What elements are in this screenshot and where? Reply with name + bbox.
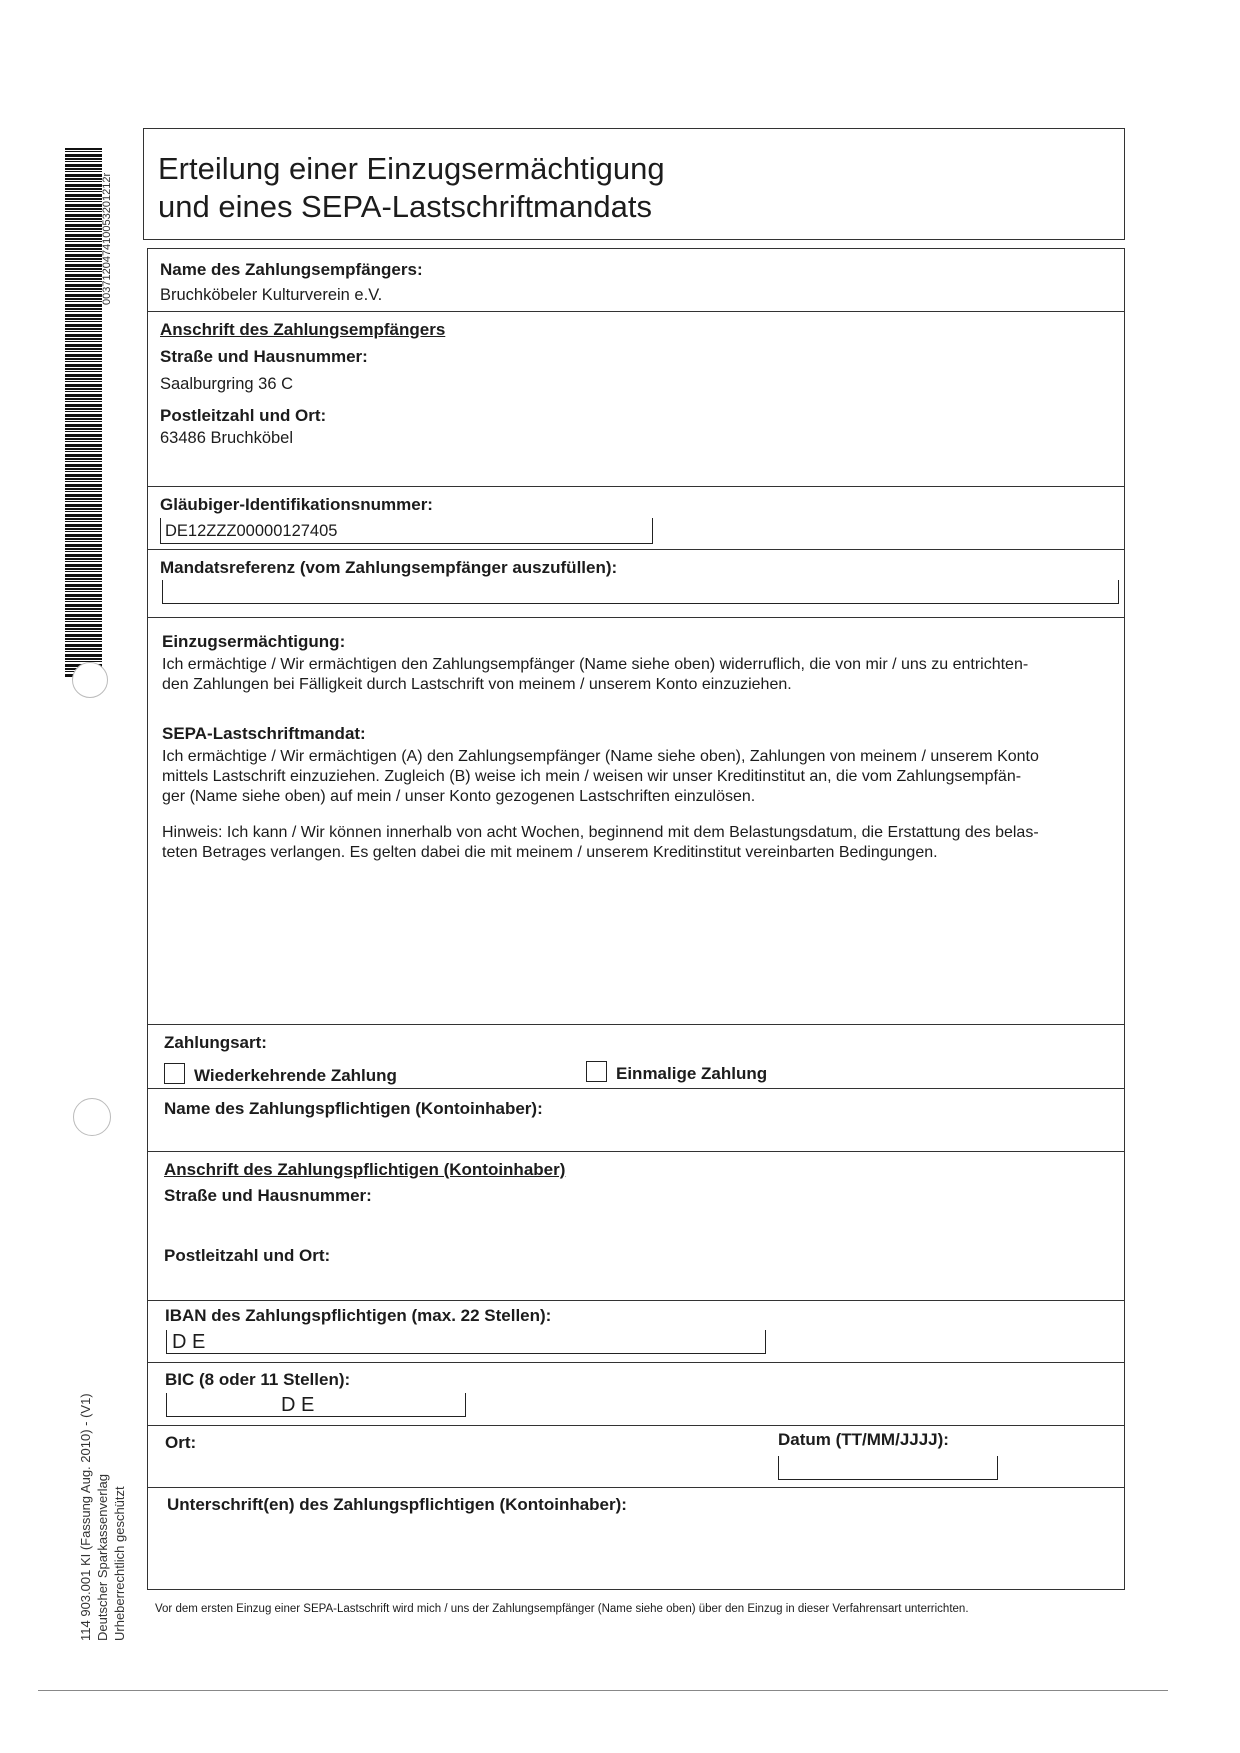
recurring-checkbox[interactable] [164, 1063, 185, 1084]
mandate-ref-field[interactable] [162, 580, 1119, 604]
payee-name-value: Bruchköbeler Kulturverein e.V. [160, 286, 383, 304]
punch-hole [72, 662, 108, 698]
divider [147, 486, 1125, 487]
divider [147, 1425, 1125, 1426]
signature-label: Unterschrift(en) des Zahlungspflichtigen (Kontoinhaber): [167, 1495, 627, 1514]
form-code: 114 903.001 KI (Fassung Aug. 2010) - (V1) [78, 1393, 93, 1641]
recurring-label: Wiederkehrende Zahlung [194, 1066, 397, 1085]
creditor-id-value: DE12ZZZ00000127405 [165, 522, 338, 540]
payee-city-label: Postleitzahl und Ort: [160, 406, 327, 425]
date-label: Datum (TT/MM/JJJJ): [778, 1430, 949, 1449]
payee-city-value: 63486 Bruchköbel [160, 429, 294, 447]
divider [147, 617, 1125, 618]
sepa-text-line3: ger (Name siehe oben) auf mein / unser Konto gezogenen Lastschriften einzulösen. [162, 788, 756, 805]
divider [147, 1300, 1125, 1301]
place-value[interactable] [165, 1458, 725, 1478]
divider [147, 1088, 1125, 1089]
form-title-line2: und eines SEPA-Lastschriftmandats [158, 189, 652, 224]
note-line1: Hinweis: Ich kann / Wir können innerhalb von acht Wochen, beginnend mit dem Belastungsdatum, die Erstattung des belas- [162, 824, 1039, 841]
bic-label: BIC (8 oder 11 Stellen): [165, 1370, 351, 1389]
direct-debit-heading: Einzugsermächtigung: [162, 632, 346, 651]
publisher: Deutscher Sparkassenverlag [95, 1474, 110, 1641]
direct-debit-text-line2: den Zahlungen bei Fälligkeit durch Lastschrift von meinem / unserem Konto einzuziehen. [162, 676, 792, 693]
iban-value: D E [172, 1331, 206, 1353]
barcode-number: 00371204741005320121​2r [101, 172, 113, 305]
one-time-label: Einmalige Zahlung [616, 1064, 768, 1083]
payment-type-label: Zahlungsart: [164, 1033, 267, 1052]
payer-city-label: Postleitzahl und Ort: [164, 1246, 331, 1265]
payer-city-value[interactable] [164, 1270, 1064, 1290]
payee-street-value: Saalburgring 36 C [160, 375, 293, 393]
divider [147, 1024, 1125, 1025]
note-line2: teten Betrages verlangen. Es gelten dabei die mit meinem / unserem Kreditinstitut vereinbarten Bedingungen. [162, 844, 938, 861]
barcode [65, 148, 102, 678]
footer-note: Vor dem ersten Einzug einer SEPA-Lastschrift wird mich / uns der Zahlungsempfänger (Name siehe oben) über den Einzug in dieser Verfahrensart unterrichten. [155, 1603, 969, 1615]
place-label: Ort: [165, 1433, 197, 1452]
signature-area[interactable] [160, 1520, 1110, 1584]
divider [147, 549, 1125, 550]
sepa-heading: SEPA-Lastschriftmandat: [162, 724, 366, 743]
form-title-line1: Erteilung einer Einzugsermächtigung [158, 151, 665, 186]
payer-street-value[interactable] [164, 1210, 1064, 1230]
divider [147, 1487, 1125, 1488]
bic-value: D E [281, 1394, 315, 1416]
creditor-id-label: Gläubiger-Identifikationsnummer: [160, 495, 433, 514]
copyright: Urheberrechtlich geschützt [112, 1486, 127, 1641]
divider [147, 1362, 1125, 1363]
punch-hole [73, 1098, 111, 1136]
payee-name-label: Name des Zahlungsempfängers: [160, 260, 423, 279]
iban-label: IBAN des Zahlungspflichtigen (max. 22 Stellen): [165, 1306, 552, 1325]
payee-address-heading: Anschrift des Zahlungsempfängers [160, 320, 446, 339]
mandate-ref-label: Mandatsreferenz (vom Zahlungsempfänger auszufüllen): [160, 558, 618, 577]
payer-street-label: Straße und Hausnummer: [164, 1186, 372, 1205]
sepa-text-line1: Ich ermächtige / Wir ermächtigen (A) den Zahlungsempfänger (Name siehe oben), Zahlungen von meinem / unserem Konto [162, 748, 1039, 765]
payer-address-heading: Anschrift des Zahlungspflichtigen (Kontoinhaber) [164, 1160, 566, 1179]
payee-street-label: Straße und Hausnummer: [160, 347, 368, 366]
sepa-text-line2: mittels Lastschrift einzuziehen. Zugleich (B) weise ich mein / weisen wir unser Kreditinstitut an, die vom Zahlungsempfän- [162, 768, 1022, 785]
iban-field[interactable] [166, 1330, 766, 1354]
payer-name-value[interactable] [164, 1125, 1064, 1145]
divider [147, 1151, 1125, 1152]
date-field[interactable] [778, 1456, 998, 1480]
divider [147, 311, 1125, 312]
direct-debit-text-line1: Ich ermächtige / Wir ermächtigen den Zahlungsempfänger (Name siehe oben) widerruflich, die von mir / uns zu entrichten- [162, 656, 1029, 673]
one-time-checkbox[interactable] [586, 1061, 607, 1082]
payer-name-label: Name des Zahlungspflichtigen (Kontoinhaber): [164, 1099, 543, 1118]
page-edge [38, 1690, 1168, 1691]
bic-field[interactable] [166, 1393, 466, 1417]
